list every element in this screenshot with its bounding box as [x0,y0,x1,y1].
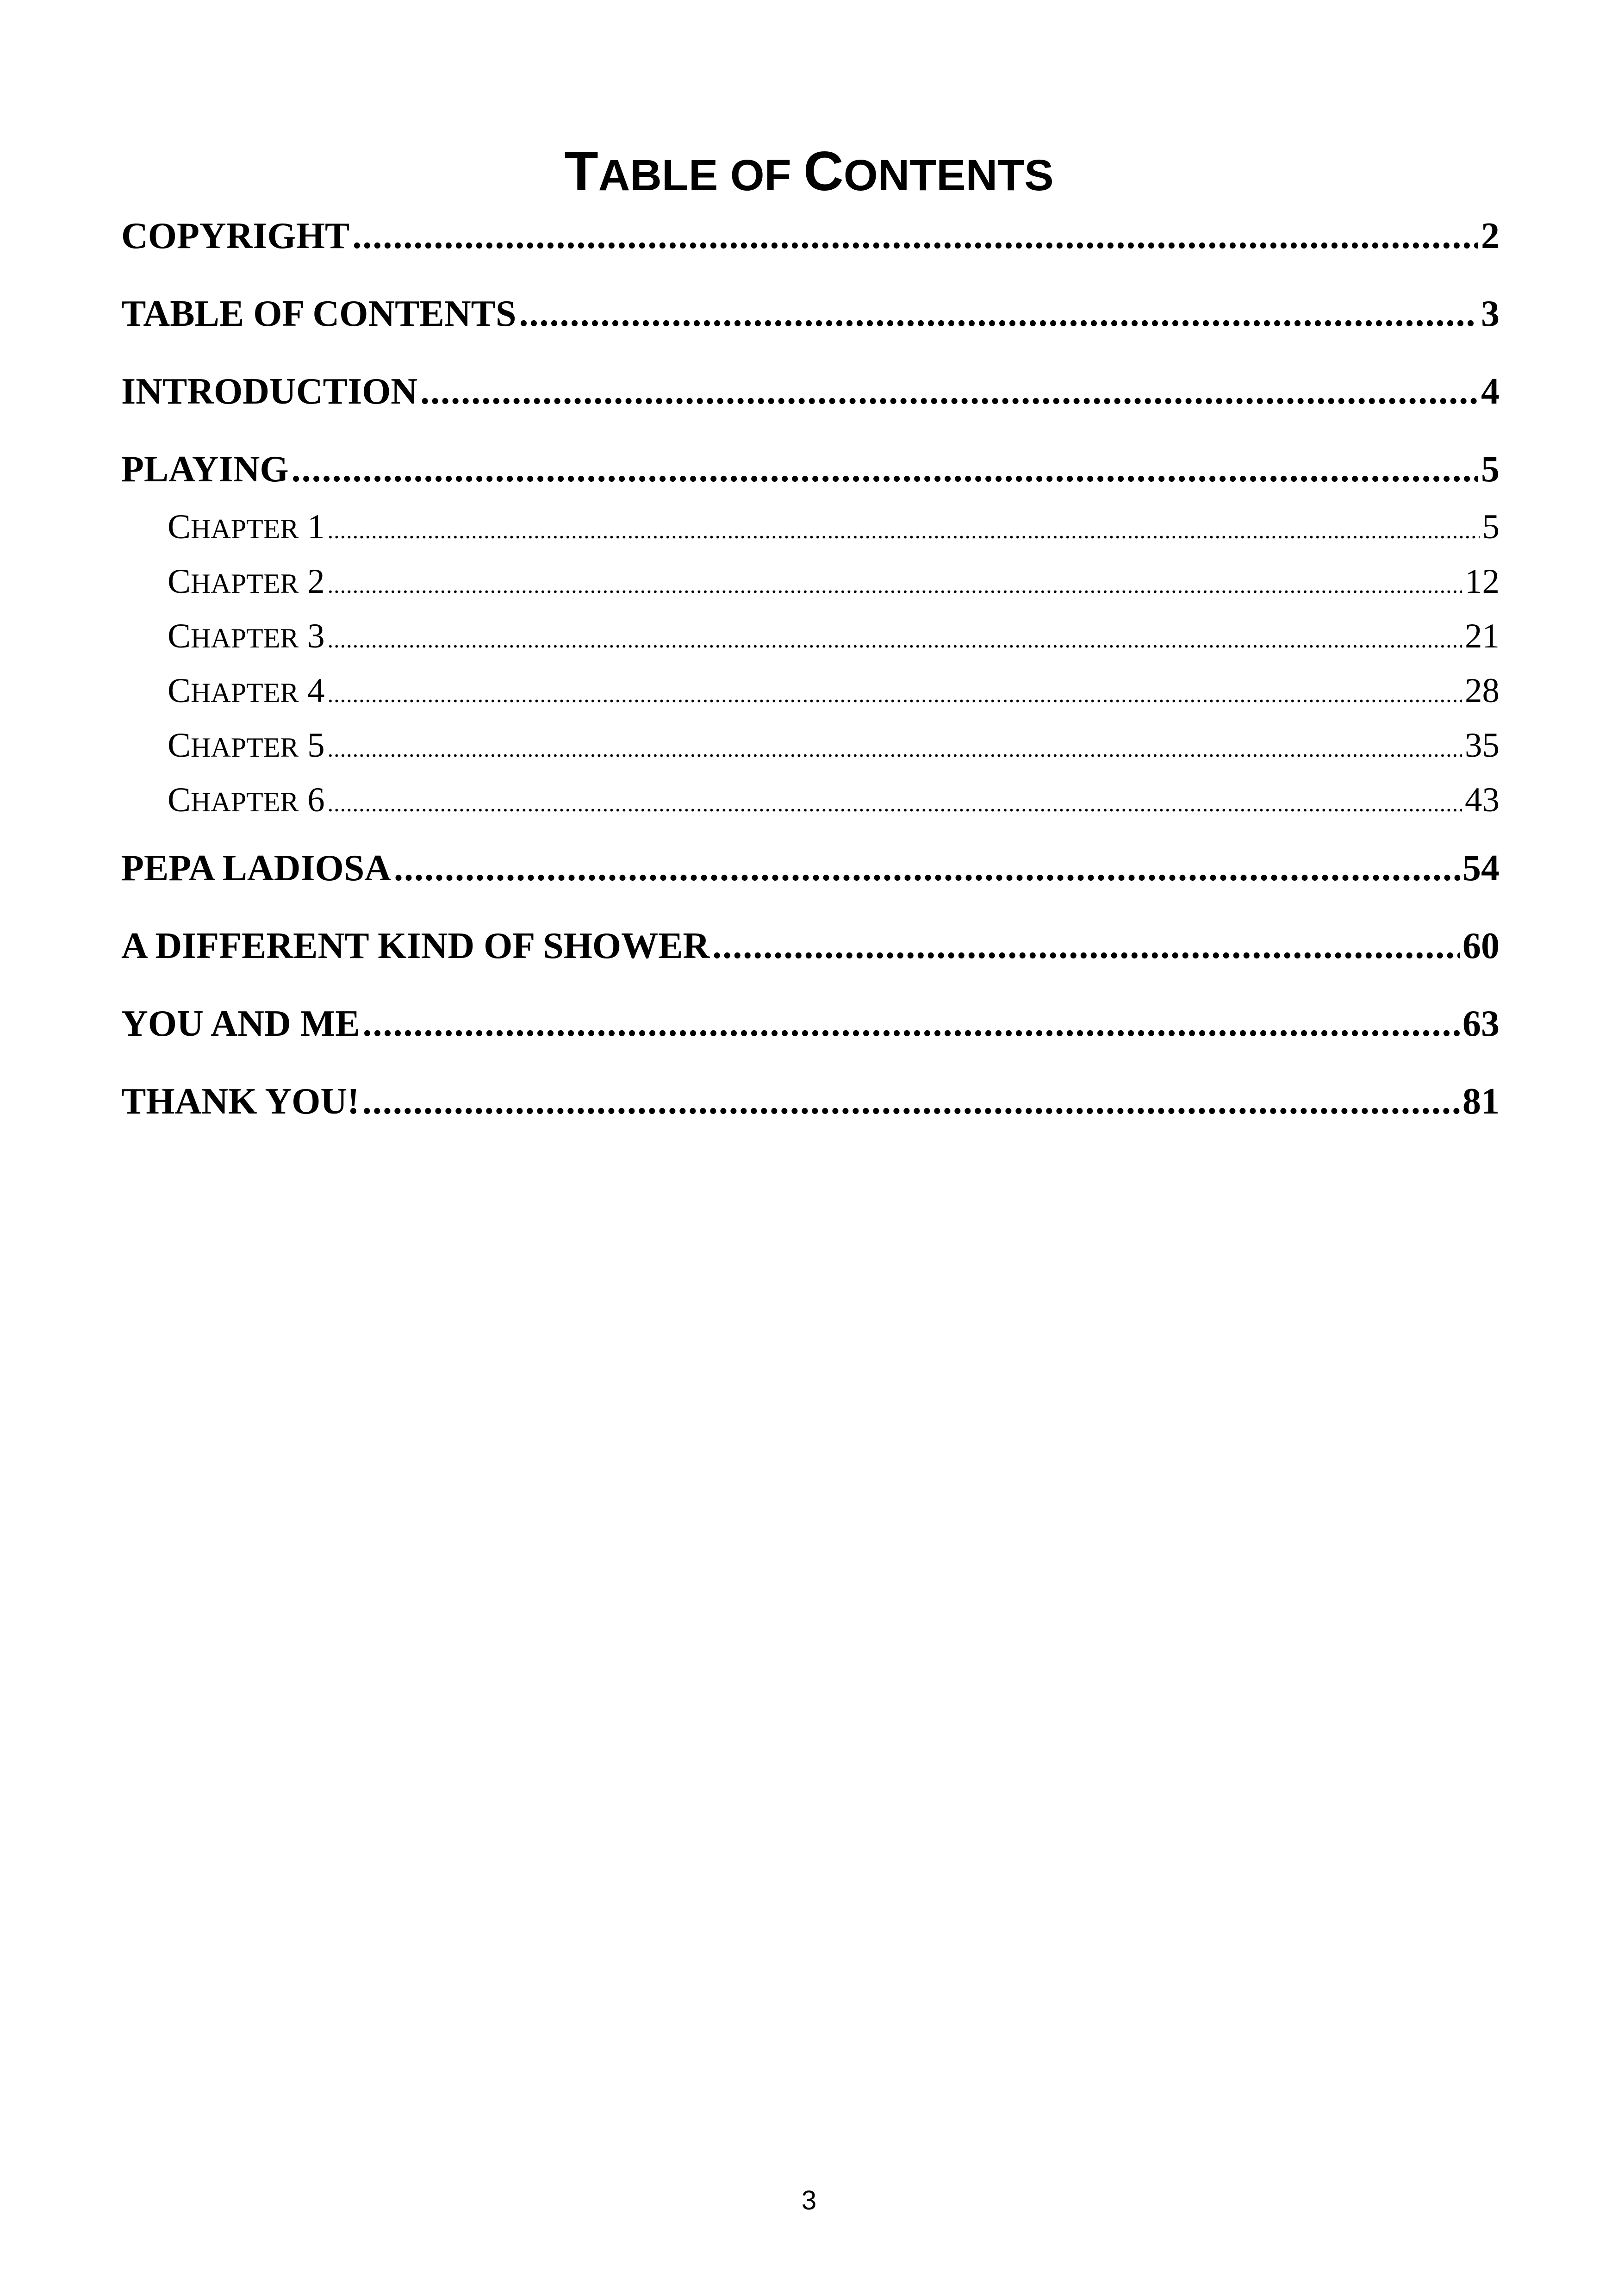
toc-entry-page: 21 [1465,617,1500,655]
toc-entry-page: 3 [1481,293,1500,334]
page-title [0,134,1618,212]
toc-entry-label: YOU AND ME [121,1003,360,1044]
toc-entry-you-and-me[interactable] [121,998,1500,1076]
toc-entry-playing[interactable] [121,444,1500,498]
dot-leader [519,288,1478,339]
dot-leader [394,843,1460,894]
dot-leader [328,726,1462,772]
dot-leader [712,921,1460,971]
toc-entry-chapter-3[interactable] [121,613,1500,668]
toc-entry-label [168,777,325,825]
chapter-word-rest: HAPTER [191,623,299,653]
chapter-number: 3 [307,617,325,655]
dot-leader [328,616,1462,663]
title-initial-c: C [803,140,844,203]
toc-entry-page: 35 [1465,726,1500,765]
toc-entry-label: THANK YOU! [121,1081,360,1122]
dot-leader [420,366,1478,417]
toc-entry-label [168,668,325,716]
page-number: 3 [801,2185,817,2215]
title-initial-t: T [564,140,598,203]
toc-entry-page: 54 [1462,848,1500,889]
dot-leader [328,507,1480,554]
dot-leader [363,998,1460,1049]
toc-entry-page: 60 [1462,926,1500,966]
toc-entry-chapter-1[interactable] [121,504,1500,559]
toc-entry-label: TABLE OF CONTENTS [121,293,517,334]
title-rest-ontents: ONTENTS [843,151,1054,200]
chapter-word-rest: HAPTER [191,787,299,817]
table-of-contents [121,211,1500,1154]
toc-entry-page: 81 [1462,1081,1500,1122]
toc-entry-chapter-6[interactable] [121,777,1500,832]
dot-leader [362,1076,1460,1127]
toc-entry-label: COPYRIGHT [121,216,350,256]
toc-entry-label [168,504,325,552]
dot-leader [328,562,1462,608]
chapter-word-rest: HAPTER [191,732,299,763]
toc-entry-page: 12 [1465,562,1500,601]
title-rest-able-of: ABLE OF [598,151,804,200]
toc-entry-page: 5 [1482,508,1500,546]
dot-leader [328,671,1462,717]
toc-entry-label: PEPA LADIOSA [121,848,392,889]
chapter-initial: C [168,726,191,765]
toc-entry-chapter-5[interactable] [121,722,1500,777]
chapter-number: 5 [307,726,325,765]
toc-entry-introduction[interactable] [121,366,1500,444]
toc-chapter-list [121,504,1500,832]
toc-entry-chapter-2[interactable] [121,559,1500,613]
toc-entry-page: 2 [1481,216,1500,256]
dot-leader [292,444,1478,495]
toc-entry-thank-you[interactable] [121,1076,1500,1154]
toc-entry-table-of-contents[interactable] [121,288,1500,366]
toc-entry-page: 63 [1462,1003,1500,1044]
chapter-initial: C [168,562,191,601]
chapter-initial: C [168,672,191,710]
toc-entry-page: 5 [1481,449,1500,490]
chapter-number: 1 [307,508,325,546]
toc-entry-pepa-ladiosa[interactable] [121,843,1500,921]
dot-leader [352,211,1478,261]
chapter-number: 2 [307,562,325,601]
chapter-initial: C [168,781,191,819]
toc-entry-label [168,559,325,607]
toc-entry-label [168,722,325,771]
toc-entry-chapter-4[interactable] [121,668,1500,722]
toc-entry-a-different-kind-of-shower[interactable] [121,921,1500,998]
chapter-number: 4 [307,672,325,710]
chapter-initial: C [168,508,191,546]
toc-entry-page: 43 [1465,781,1500,819]
dot-leader [328,780,1462,827]
chapter-word-rest: HAPTER [191,568,299,599]
toc-entry-label [168,613,325,661]
chapter-number: 6 [307,781,325,819]
chapter-word-rest: HAPTER [191,514,299,544]
toc-entry-page: 4 [1481,371,1500,412]
toc-entry-label: PLAYING [121,449,289,490]
chapter-initial: C [168,617,191,655]
chapter-word-rest: HAPTER [191,678,299,708]
toc-entry-label: INTRODUCTION [121,371,418,412]
toc-entry-copyright[interactable] [121,211,1500,288]
toc-entry-page: 28 [1465,672,1500,710]
toc-entry-label: A DIFFERENT KIND OF SHOWER [121,926,710,966]
